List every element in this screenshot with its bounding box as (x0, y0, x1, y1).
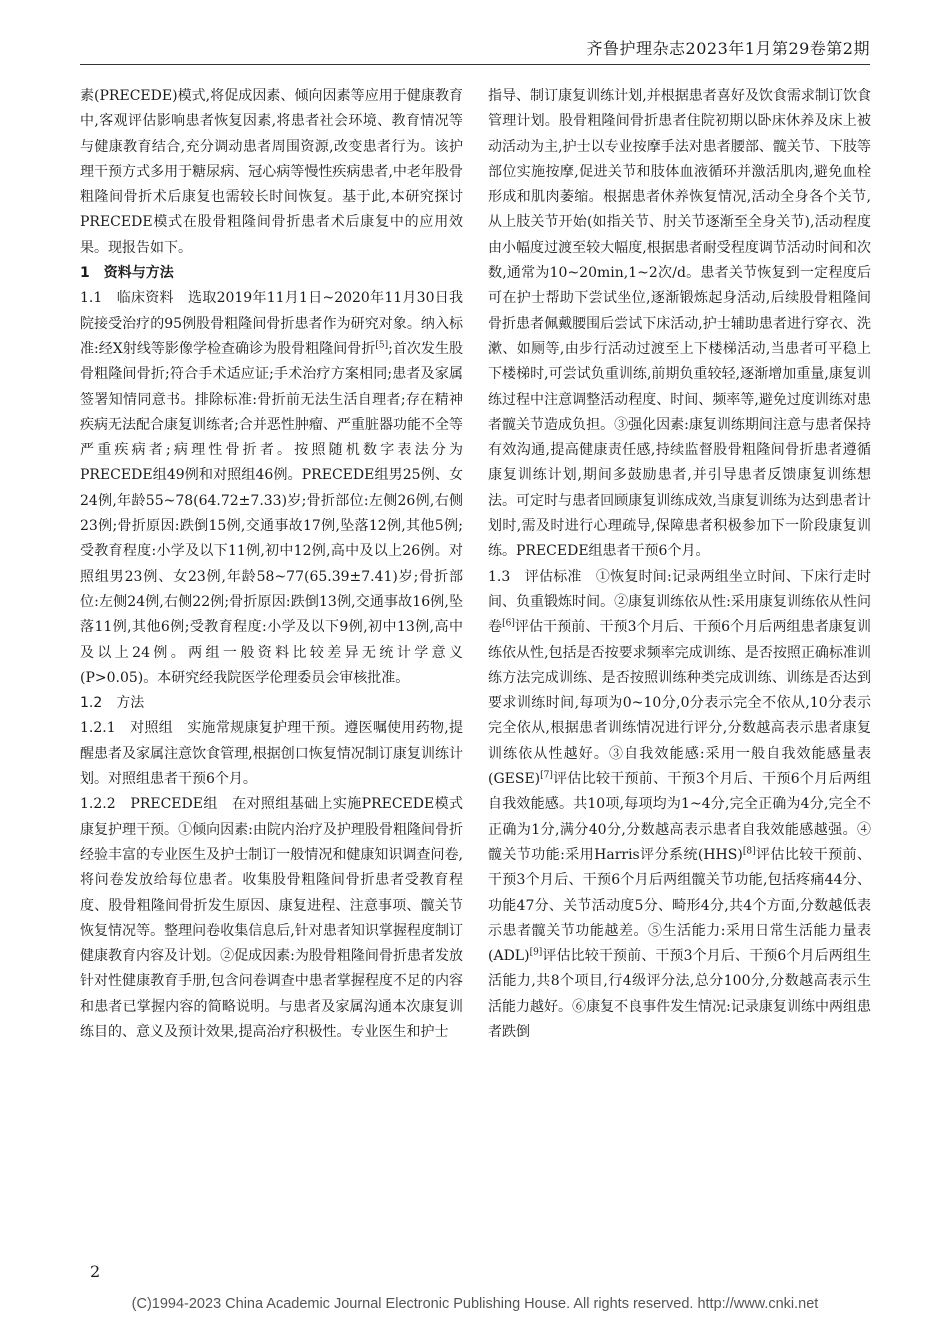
intervention-continued-paragraph: 指导、制订康复训练计划,并根据患者喜好及饮食需求制订饮食管理计划。股骨粗隆间骨折患者住院初期以卧床休养及床上被动活动为主,护士以专业按摩手法对患者腰部、髋关节、下肢等部位实施按摩,促进关节和肢体血液循环并激活肌肉,避免血栓形成和肌肉萎缩。根据患者休养恢复情况,活动全身各个关节,从上肢关节开始(如指关节、肘关节逐渐至全身关节),活动程度由小幅度过渡至较大幅度,根据患者耐受程度调节活动时间和次数,通常为10~20min,1~2次/d。患者关节恢复到一定程度后可在护士帮助下尝试坐位,逐渐锻炼起身活动,后续股骨粗隆间骨折患者佩戴腰围后尝试下床活动,护士辅助患者进行穿衣、洗漱、如厕等,由步行活动过渡至上下楼梯活动,当患者可平稳上下楼梯时,可尝试负重训练,前期负重较轻,逐渐增加重量,康复训练过程中注意调整活动程度、时间、频率等,避免过度训练对患者髋关节造成负担。③强化因素:康复训练期间注意与患者保持有效沟通,提高健康责任感,持续监督股骨粗隆间骨折患者遵循康复训练计划,期间多鼓励患者,并引导患者反馈康复训练想法。可定时与患者回顾康复训练成效,当康复训练为达到患者计划时,需及时进行心理疏导,保障患者积极参加下一阶段康复训练。PRECEDE组患者干预6个月。 (488, 88, 871, 560)
eval-text-a: 1.3 评估标准 ①恢复时间:记录两组坐立时间、下床行走时间、负重锻炼时间。②康复训练依从性:采用康复训练依从性问卷 (488, 568, 871, 636)
evaluation-criteria-paragraph (488, 565, 871, 1046)
copyright-footer: (C)1994-2023 China Academic Journal Electronic Publishing House. All rights reserved. http://www.cnki.net (131, 1296, 819, 1312)
control-group-paragraph: 1.2.1 对照组 实施常规康复护理干预。遵医嘱使用药物,提醒患者及家属注意饮食管理,根据创口恢复情况制订康复训练计划。对照组患者干预6个月。 (80, 720, 463, 788)
eval-text-c: 评估比较干预前、干预3个月后、干预6个月后两组自我效能感。共10项,每项均为1~4分,完全正确为4分,完全不正确为1分,满分40分,分数越高表示患者自我效能感越强。④髋关节功能:采用Harris评分系统(HHS) (488, 771, 871, 863)
subsection-heading-methods: 1.2 方法 (80, 695, 145, 712)
header-divider (80, 64, 870, 65)
precede-group-paragraph: 1.2.2 PRECEDE组 在对照组基础上实施PRECEDE模式康复护理干预。①倾向因素:由院内治疗及护理股骨粗隆间骨折经验丰富的专业医生及护士制订一般情况和健康知识调查问卷,将问卷发放给每位患者。收集股骨粗隆间骨折患者受教育程度、股骨粗隆间骨折发生原因、康复进程、注意事项、髋关节恢复情况等。整理问卷收集信息后,针对患者知识掌握程度制订健康教育内容及计划。②促成因素:为股骨粗隆间骨折患者发放针对性健康教育手册,包含问卷调查中患者掌握程度不足的内容和患者已掌握内容的简略说明。与患者及家属沟通本次康复训练目的、意义及预计效果,提高治疗积极性。专业医生和护士 (80, 796, 463, 1040)
clinical-data-paragraph (80, 286, 463, 691)
eval-text-d: 评估比较干预前、干预3个月后、干预6个月后两组髋关节功能,包括疼痛44分、功能47分、关节活动度5分、畸形4分,共4个方面,分数越低表示患者髋关节功能越差。⑤生活能力:采用日常生活能力量表(ADL) (488, 846, 872, 965)
eval-text-b: 评估干预前、干预3个月后、干预6个月后两组患者康复训练依从性,包括是否按要求频率完成训练、是否按照正确标准训练方法完成训练、是否按照训练种类完成训练、训练是否达到要求训练时间,每项为0~10分,0分表示完全不依从,10分表示完全依从,根据患者训练情况进行评分,分数越高表示患者康复训练依从性越好。③自我效能感:采用一般自我效能感量表(GESE) (488, 619, 871, 788)
page-number: 2 (90, 1262, 101, 1281)
citation-9: [9] (529, 947, 543, 958)
intro-paragraph: 素(PRECEDE)模式,将促成因素、倾向因素等应用于健康教育中,客观评估影响患者恢复因素,将患者社会环境、教育情况等与健康教育结合,充分调动患者周围资源,改变患者行为。该护理干预方式多用于糖尿病、冠心病等慢性疾病患者,中老年股骨粗隆间骨折术后康复也需较长时间恢复。基于此,本研究探讨PRECEDE模式在股骨粗隆间骨折患者术后康复中的应用效果。现报告如下。 (80, 88, 463, 256)
section-heading-materials-methods: 1 资料与方法 (80, 265, 174, 282)
journal-header: 齐鲁护理杂志2023年1月第29卷第2期 (586, 39, 870, 58)
right-column (488, 84, 871, 1045)
citation-5: [5] (375, 340, 389, 351)
left-column (80, 84, 463, 1045)
citation-6: [6] (502, 618, 515, 629)
clinical-data-text-a: 1.1 临床资料 选取2019年11月1日~2020年11月30日我院接受治疗的95例股骨粗隆间骨折患者作为研究对象。纳入标准:经X射线等影像学检查确诊为股骨粗隆间骨折 (80, 290, 463, 357)
eval-text-e: 评估比较干预前、干预3个月后、干预6个月后两组生活能力,共8个项目,行4级评分法,总分100分,分数越高表示生活能力越好。⑥康复不良事件发生情况:记录康复训练中两组患者跌倒 (488, 948, 871, 1040)
citation-7: [7] (540, 770, 553, 781)
citation-8: [8] (742, 846, 756, 857)
clinical-data-text-b: ;首次发生股骨粗隆间骨折;符合手术适应证;手术治疗方案相同;患者及家属签署知情同意书。排除标准:骨折前无法生活自理者;存在精神疾病无法配合康复训练者;合并恶性肿瘤、严重脏器功能不全等严重疾病者;病理性骨折者。按照随机数字表法分为PRECEDE组49例和对照组46例。PRECEDE组男25例、女24例,年龄55~78(64.72±7.33)岁;骨折部位:左侧26例,右侧23例;骨折原因:跌倒15例,交通事故17例,坠落12例,其他5例;受教育程度:小学及以下11例,初中12例,高中及以上26例。对照组男23例、女23例,年龄58~77(65.39±7.41)岁;骨折部位:左侧24例,右侧22例;骨折原因:跌倒13例,交通事故16例,坠落11例,其他6例;受教育程度:小学及以下9例,初中13例,高中及以上24例。两组一般资料比较差异无统计学意义(P>0.05)。本研究经我院医学伦理委员会审核批准。 (80, 340, 463, 686)
